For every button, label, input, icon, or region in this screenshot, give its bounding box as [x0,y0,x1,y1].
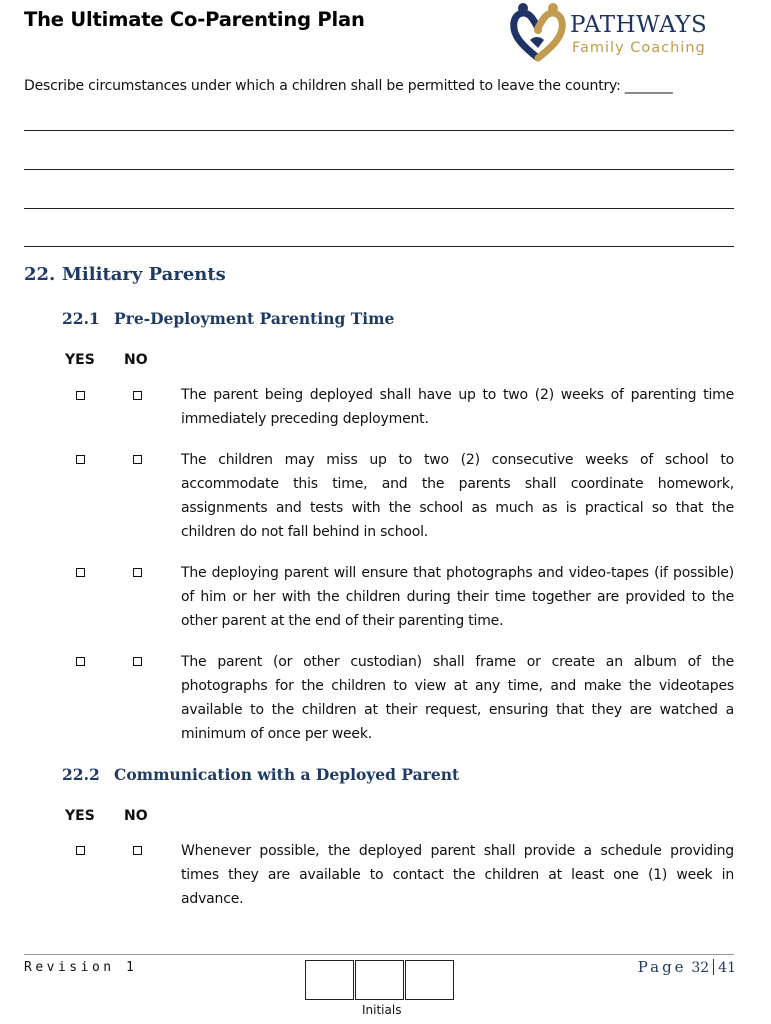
logo-tagline: Family Coaching [572,40,706,56]
page-number: Page 32 41 [637,958,736,976]
initials-box[interactable] [405,960,454,1000]
answer-line[interactable] [24,246,734,247]
provision-text: The parent being deployed shall have up to two (2) weeks of parenting time immediately preceding deployment. [181,387,734,427]
subsection-heading-22-1: 22.1 Pre-Deployment Parenting Time [62,309,395,328]
no-column-header: NO [124,808,148,824]
provision-text: The children may miss up to two (2) consecutive weeks of school to accommodate this time, and the parents shall coordinate homework, assignments and tests with the school as much as is practical so that the children do not fall behind in school. [181,452,734,540]
no-checkbox[interactable] [133,391,142,400]
initials-box[interactable] [305,960,354,1000]
yes-column-header: YES [65,808,95,824]
no-checkbox[interactable] [133,846,142,855]
pathways-logo [510,2,742,66]
initials-label: Initials [362,1003,402,1017]
answer-line[interactable] [24,130,734,131]
no-checkbox[interactable] [133,657,142,666]
provision-text: The parent (or other custodian) shall frame or create an album of the photographs for the children to view at any time, and make the videotapes available to the children at their request, ensuring that they are watched a minimum of once per week. [181,654,734,742]
subsection-heading-22-2: 22.2 Communication with a Deployed Parent [62,765,460,784]
yes-checkbox[interactable] [76,568,85,577]
yes-checkbox[interactable] [76,657,85,666]
footer-divider [24,954,734,955]
no-column-header: NO [124,352,148,368]
family-hearts-icon [510,2,566,62]
yes-checkbox[interactable] [76,455,85,464]
leave-country-blank[interactable]: _______ [624,78,673,94]
answer-line[interactable] [24,169,734,170]
document-title: The Ultimate Co-Parenting Plan [24,8,365,31]
yes-checkbox[interactable] [76,846,85,855]
no-checkbox[interactable] [133,568,142,577]
logo-wordmark: PATHWAYS [570,12,708,38]
no-checkbox[interactable] [133,455,142,464]
leave-country-prompt: Describe circumstances under which a children shall be permitted to leave the country: _______ [24,78,673,94]
provision-text: Whenever possible, the deployed parent shall provide a schedule providing times they are available to contact the children at least one (1) week in advance. [181,843,734,907]
provision-text: The deploying parent will ensure that photographs and video-tapes (if possible) of him or her with the children during their time together are provided to the other parent at the end of their parenting time. [181,565,734,629]
answer-line[interactable] [24,208,734,209]
initials-box[interactable] [355,960,404,1000]
yes-column-header: YES [65,352,95,368]
section-heading: 22. Military Parents [24,264,226,285]
yes-checkbox[interactable] [76,391,85,400]
revision-label: Revision 1 [24,960,138,975]
